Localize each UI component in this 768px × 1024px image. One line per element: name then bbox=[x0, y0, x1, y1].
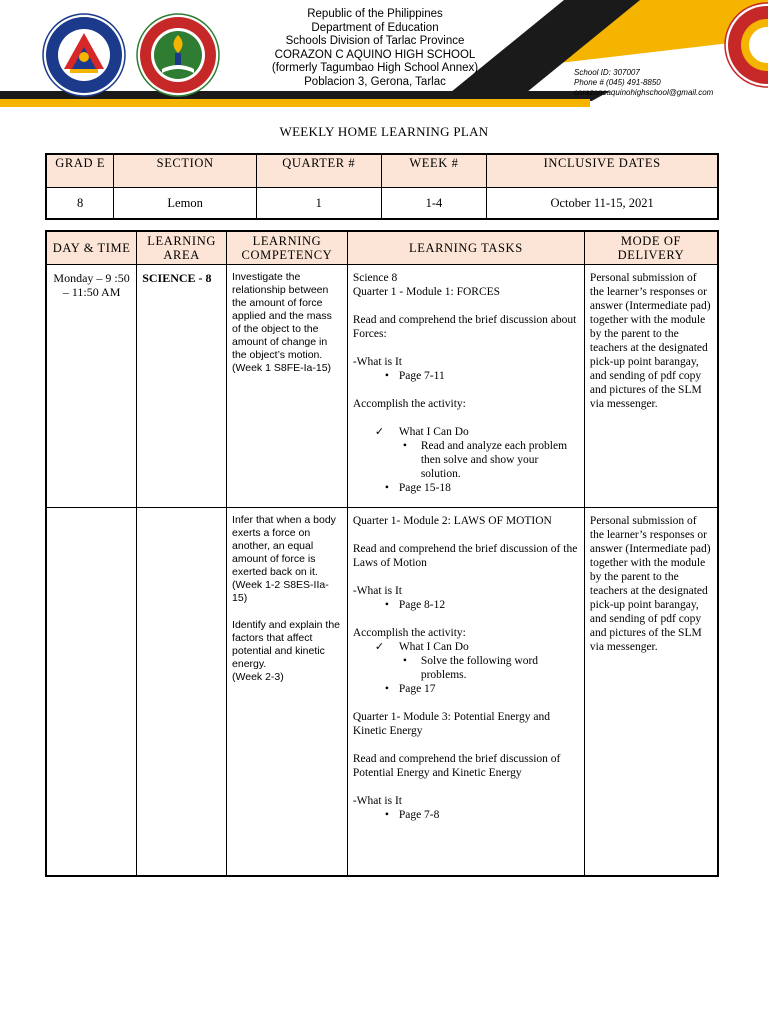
header-inclusive-dates: INCLUSIVE DATES bbox=[487, 154, 718, 188]
summary-table bbox=[45, 153, 719, 220]
header-week: WEEK # bbox=[381, 154, 487, 188]
competency-code: (Week 1 S8FE-Ia-15) bbox=[232, 362, 332, 374]
mode-of-delivery-cell: Personal submission of the learner’s responses or answer (Intermediate pad) together with the module by the parent to the teachers at the designated pick-up point barangay, and sending of pdf copy and pictures of the SLM via messenger. bbox=[584, 265, 718, 508]
header-gold-stripe bbox=[0, 99, 590, 107]
plan-header-row bbox=[46, 231, 718, 265]
task-check-item: ✓ What I Can Do bbox=[353, 425, 579, 439]
header-line-division: Schools Division of Tarlac Province bbox=[285, 35, 465, 47]
competency-cell bbox=[227, 265, 348, 508]
task-bullet: • Read and analyze each problem then solve and show your solution. bbox=[353, 439, 579, 481]
competency-text: Identify and explain the factors that affect potential and kinetic energy. bbox=[232, 619, 341, 670]
school-contact bbox=[574, 68, 713, 98]
day-time-cell bbox=[46, 508, 137, 876]
header-learning-competency: LEARNING COMPETENCY bbox=[227, 231, 348, 265]
task-bullet: • Page 17 bbox=[353, 682, 579, 696]
task-line: Read and comprehend the brief discussion of Potential Energy and Kinetic Energy bbox=[352, 753, 561, 779]
learning-area-cell bbox=[137, 508, 227, 876]
task-line: Quarter 1 - Module 1: FORCES bbox=[352, 286, 501, 298]
task-line: Read and comprehend the brief discussion about Forces: bbox=[352, 314, 577, 340]
week-value: 1-4 bbox=[381, 188, 487, 220]
header-section: SECTION bbox=[114, 154, 257, 188]
header-line-republic: Republic of the Philippines bbox=[307, 8, 443, 20]
school-email: corazoncaquinohighschool@gmail.com bbox=[574, 88, 714, 97]
task-line: -What is It bbox=[352, 585, 402, 597]
section-value: Lemon bbox=[114, 188, 257, 220]
header-line-address: Poblacion 3, Gerona, Tarlac bbox=[304, 75, 446, 88]
header-line-department: Department of Education bbox=[311, 21, 439, 34]
summary-value-row bbox=[46, 188, 718, 220]
school-phone: Phone # (045) 491-8850 bbox=[574, 78, 661, 87]
task-bullet: • Page 15-18 bbox=[353, 481, 579, 495]
task-bullet: • Solve the following word problems. bbox=[353, 654, 579, 682]
school-seal-logo bbox=[722, 2, 768, 88]
learning-area-cell: SCIENCE - 8 bbox=[137, 265, 227, 508]
task-line: Accomplish the activity: bbox=[352, 627, 466, 639]
competency-text: Investigate the relationship between the amount of force applied and the mass of the object to the amount of change in the object’s motion. bbox=[232, 271, 332, 361]
header-learning-area: LEARNING AREA bbox=[137, 231, 227, 265]
grade-value: 8 bbox=[46, 188, 114, 220]
deped-seal-logo bbox=[42, 13, 126, 97]
division-seal-logo bbox=[136, 13, 220, 97]
quarter-value: 1 bbox=[256, 188, 381, 220]
task-bullet: • Page 7-11 bbox=[353, 369, 579, 383]
header-grade: GRAD E bbox=[46, 154, 114, 188]
task-line: Science 8 bbox=[352, 272, 398, 284]
learning-tasks-cell bbox=[347, 265, 584, 508]
competency-text: Infer that when a body exerts a force on another, an equal amount of force is exerted back on it. bbox=[232, 514, 336, 578]
competency-cell bbox=[227, 508, 348, 876]
mode-of-delivery-cell: Personal submission of the learner’s responses or answer (Intermediate pad) together with the module by the parent to the teachers at the designated pick-up point barangay, and sending of pdf copy and pictures of the SLM via messenger. bbox=[584, 508, 718, 876]
task-check-item: ✓ What I Can Do bbox=[353, 640, 579, 654]
summary-header-row bbox=[46, 154, 718, 188]
plan-row bbox=[46, 265, 718, 508]
school-header bbox=[225, 8, 525, 89]
header-line-formerly: (formerly Tagumbao High School Annex) bbox=[271, 62, 479, 74]
task-line: -What is It bbox=[352, 795, 402, 807]
plan-row bbox=[46, 508, 718, 876]
task-line: -What is It bbox=[352, 356, 402, 368]
task-line: Read and comprehend the brief discussion of the Laws of Motion bbox=[352, 543, 578, 569]
learning-tasks-cell bbox=[347, 508, 584, 876]
header-mode-of-delivery: MODE OF DELIVERY bbox=[584, 231, 718, 265]
competency-code: (Week 1-2 S8ES-IIa-15) bbox=[232, 579, 329, 604]
header-quarter: QUARTER # bbox=[256, 154, 381, 188]
header-learning-tasks: LEARNING TASKS bbox=[347, 231, 584, 265]
inclusive-dates-value: October 11-15, 2021 bbox=[487, 188, 718, 220]
school-id: School ID: 307007 bbox=[574, 68, 640, 77]
competency-code: (Week 2-3) bbox=[232, 671, 284, 683]
document-title: WEEKLY HOME LEARNING PLAN bbox=[279, 124, 489, 139]
task-line: Accomplish the activity: bbox=[352, 398, 466, 410]
day-time-cell: Monday – 9 :50 – 11:50 AM bbox=[46, 265, 137, 508]
task-bullet: • Page 7-8 bbox=[353, 808, 579, 822]
task-line: Quarter 1- Module 2: LAWS OF MOTION bbox=[352, 515, 552, 527]
header-line-school-name: CORAZON C AQUINO HIGH SCHOOL bbox=[274, 48, 476, 61]
header-day-time: DAY & TIME bbox=[46, 231, 137, 265]
learning-plan-table bbox=[45, 230, 719, 877]
task-bullet: • Page 8-12 bbox=[353, 598, 579, 612]
task-line: Quarter 1- Module 3: Potential Energy and Kinetic Energy bbox=[352, 711, 550, 737]
